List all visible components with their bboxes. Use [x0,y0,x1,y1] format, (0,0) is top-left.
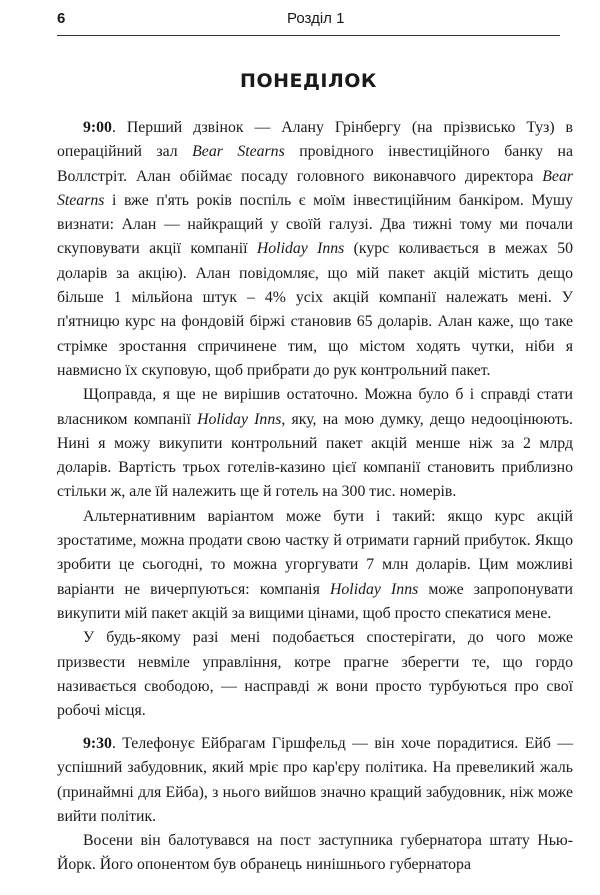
text-run: Щоправда, я ще не вирішив остаточно. Можна було б і справді стати власником компанії [57,386,573,428]
entry-time: 9:30 [83,735,112,752]
text-run: , яку, на мою думку, дещо недооцінюють. Нині я можу викупити контрольний пакет акцій менше ніж за 2 млрд доларів. Вартість трьох готелів-казино цієї компанії становить приблизно стільки ж, але їй належить ще й готель на 300 тис. номерів. [57,410,574,501]
text-run: (курс коливається в межах 50 доларів за акцію). Алан повідомляє, що мій пакет акцій містить дещо більше 1 мільйона штук – 4% усіх акцій компанії належать мені. У п'ятницю курс на фондовій біржі становив 65 доларів. Алан каже, що таке стрімке зростання спричинене тим, що містом ходять чутки, ніби я навмисно їх скуповую, щоб прибрати до рук контрольний пакет. [57,240,574,379]
section-title: ПОНЕДІЛОК [240,70,377,92]
company-name: Holiday Inns [197,410,282,428]
entry-0900 [57,116,573,723]
company-name: Holiday Inns [256,240,345,258]
entry-0930 [57,732,573,878]
paragraph: У будь-якому разі мені подобається спостерігати, до чого може призвести невміле управління, котре прагне зберегти те, що гордо називається свободою, — насправді ж вони просто турбуються про свої робочі місця. [57,629,573,720]
text-run: і вже п'ять років поспіль є моїм інвестиційним банкіром. Мушу визнати: Алан — найкращий у своїй галузі. Два тижні тому ми почали скуповувати акції компанії [57,191,573,258]
paragraph [57,732,573,829]
company-name: Bear Stearns [192,143,285,161]
paragraph: Восени він балотувався на пост заступника губернатора штату Нью-Йорк. Його опонентом був обранець нинішнього губернатора [57,832,573,874]
header-rule [57,35,560,36]
text-run: може запропонувати викупити мій пакет акцій за вищими цінами, щоб просто спекатися мене. [57,580,574,622]
entry-time: 9:00 [83,119,112,136]
page-number: 6 [57,10,66,27]
text-run: Альтернативним варіантом може бути і такий: якщо курс акцій зростатиме, можна продати свою частку й отримати гарний прибуток. Якщо зробити це сьогодні, то можна угоргувати 7 млн доларів. Цим можливі варіанти не вичерпуються: компанія [57,507,573,598]
chapter-label: Розділ 1 [287,10,345,27]
paragraph [57,505,573,626]
company-name: Holiday Inns [330,580,419,598]
text-run: . Перший дзвінок — Алану Грінбергу (на прізвисько Туз) в операційний зал [57,119,573,161]
company-name: Bear Stearns [57,167,573,209]
text-run: провідного інвестиційного банку на Воллстріт. Алан обіймає посаду головного виконавчого директора [57,143,574,185]
text-run: . Телефонує Ейбрагам Гіршфельд — він хоче порадитися. Ейб — успішний забудовник, який мріє про кар'єру політика. На превеликий жаль (принаймні для Ейба), з нього вийшов значно кращий забудовник, ніж може вийти політик. [57,735,573,825]
paragraph [57,116,573,383]
paragraph [57,383,573,504]
running-header [57,10,560,32]
